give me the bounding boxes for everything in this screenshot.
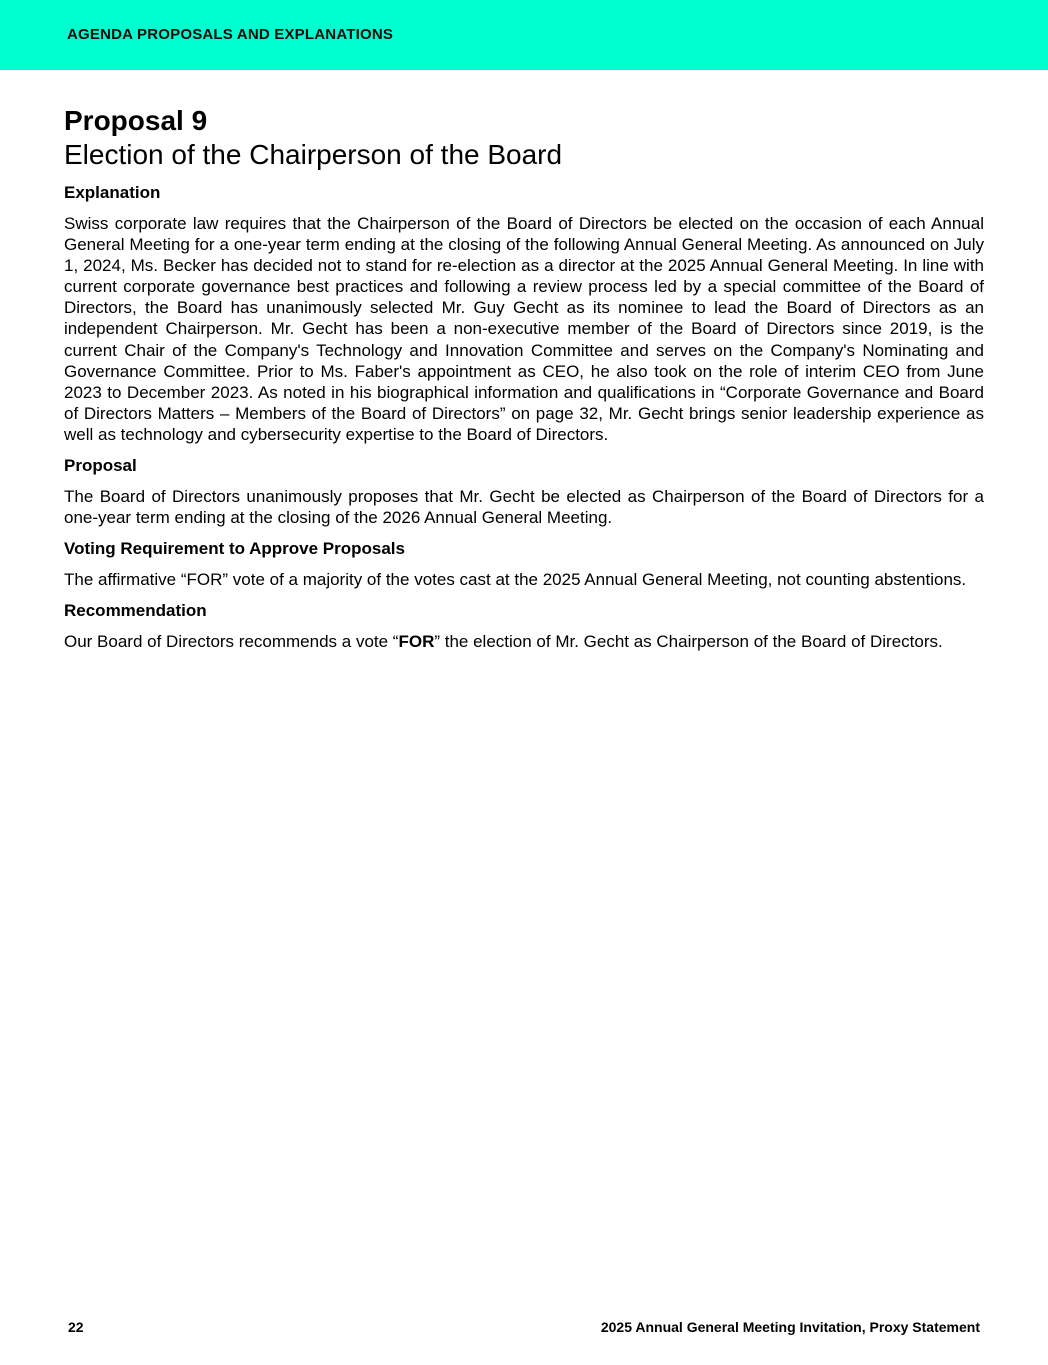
voting-requirement-heading: Voting Requirement to Approve Proposals [64,539,405,559]
explanation-body: Swiss corporate law requires that the Chairperson of the Board of Directors be elected on the occasion of each Annual General Meeting for a one-year term ending at the closing of the following Annual General Meeting. As announced on July 1, 2024, Ms. Becker has decided not to stand for re-election as a director at the 2025 Annual General Meeting. In line with current corporate governance best practices and following a review process led by a special committee of the Board of Directors, the Board has unanimously selected Mr. Guy Gecht as its nominee to lead the Board of Directors as an independent Chairperson. Mr. Gecht has been a non-executive member of the Board of Directors since 2019, is the current Chair of the Company's Technology and Innovation Committee and serves on the Company's Nominating and Governance Committee. Prior to Ms. Faber's appointment as CEO, he also took on the role of interim CEO from June 2023 to December 2023. As noted in his biographical information and qualifications in “Corporate Governance and Board of Directors Matters – Members of the Board of Directors” on page 32, Mr. Gecht brings senior leadership experience as well as technology and cybersecurity expertise to the Board of Directors. [64,214,984,444]
recommendation-section [64,600,984,652]
proposal-body: The Board of Directors unanimously proposes that Mr. Gecht be elected as Chairperson of the Board of Directors for a one-year term ending at the closing of the 2026 Annual General Meeting. [64,487,984,528]
proposal-title: Election of the Chairperson of the Board [64,139,563,170]
section-header-title: AGENDA PROPOSALS AND EXPLANATIONS [67,26,394,43]
recommendation-text-after: ” the election of Mr. Gecht as Chairperson of the Board of Directors. [434,632,943,652]
recommendation-body [64,631,984,652]
voting-requirement-section [64,538,984,590]
section-header-band [0,0,1048,70]
explanation-section [64,182,984,445]
explanation-heading: Explanation [64,183,161,202]
recommendation-text-before: Our Board of Directors recommends a vote “ [64,632,399,652]
proposal-number: Proposal 9 [64,105,208,136]
footer-document-title: 2025 Annual General Meeting Invitation, Proxy Statement [600,1319,980,1335]
footer-page-number: 22 [68,1319,84,1335]
proposal-section [64,455,984,528]
main-content [64,104,984,662]
voting-requirement-body: The affirmative “FOR” vote of a majority of the votes cast at the 2025 Annual General Meeting, not counting abstentions. [64,570,967,590]
proposal-heading: Proposal [64,456,137,476]
recommendation-heading: Recommendation [64,601,207,621]
recommendation-for-emphasis: FOR [398,632,435,652]
